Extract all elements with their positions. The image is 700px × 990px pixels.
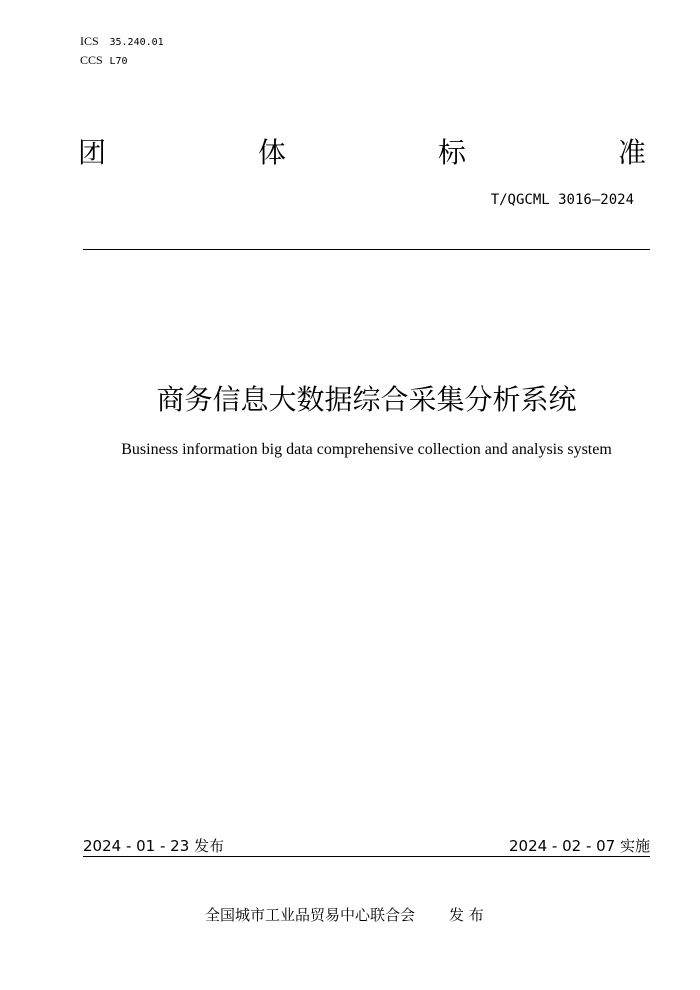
standard-type-char-2: 体 xyxy=(257,136,286,169)
ics-value: 35.240.01 xyxy=(109,37,164,48)
document-title-en: Business information big data comprehensive collection and analysis system xyxy=(121,441,612,458)
publisher-action: 发 布 xyxy=(449,906,484,924)
ccs-value: L70 xyxy=(109,56,128,67)
publisher-name: 全国城市工业品贸易中心联合会 xyxy=(205,906,416,924)
bottom-divider xyxy=(83,856,650,857)
top-divider xyxy=(83,249,650,250)
standard-type-char-1: 团 xyxy=(78,136,107,169)
ccs-row xyxy=(80,53,128,69)
standard-type-char-3: 标 xyxy=(437,136,466,169)
standard-type-char-4: 准 xyxy=(617,136,646,169)
implement-date: 2024 - 02 - 07 实施 xyxy=(508,837,650,855)
ccs-label: CCS xyxy=(80,53,103,67)
standard-number: T/QGCML 3016—2024 xyxy=(490,192,634,208)
document-title-cn: 商务信息大数据综合采集分析系统 xyxy=(156,383,577,416)
ics-row xyxy=(80,34,164,50)
publisher-line xyxy=(205,904,484,925)
ics-label: ICS xyxy=(80,34,99,48)
standard-type-heading xyxy=(78,136,646,170)
release-date: 2024 - 01 - 23 发布 xyxy=(83,837,225,855)
